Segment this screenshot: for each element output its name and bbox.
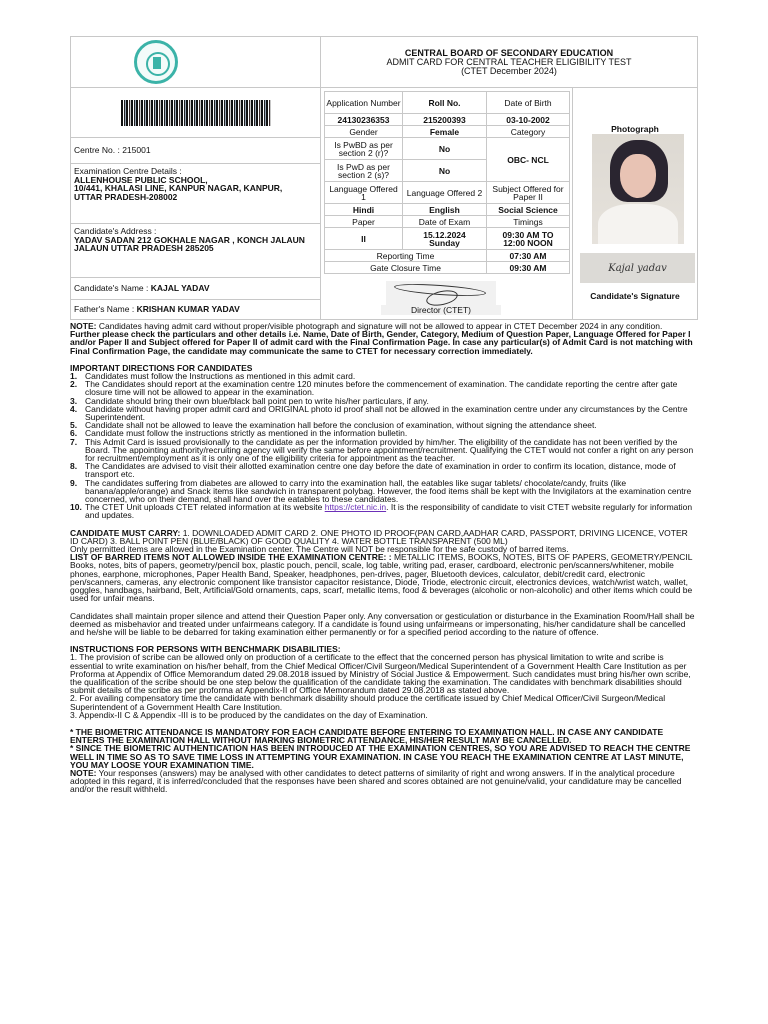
direction-item: 4. Candidate without having proper admit card and ORIGINAL photo id proof shall not be allowed in the examination centre under any circumstances by the Centre Superintendent. [70, 403, 688, 423]
disabilities-title: INSTRUCTIONS FOR PERSONS WITH BENCHMARK DISABILITIES: [70, 644, 341, 655]
pwbd-label: Is PwBD as per section 2 (r)? [325, 138, 403, 160]
timings-label: Timings [487, 216, 570, 228]
lang1-label: Language Offered 1 [325, 182, 403, 204]
lang2-value: English [403, 204, 487, 216]
exam-info-table [324, 91, 570, 274]
board-name: CENTRAL BOARD OF SECONDARY EDUCATION [404, 48, 614, 58]
barcode-icon [121, 100, 271, 126]
disabilities-section [70, 645, 698, 719]
directions-list [70, 372, 698, 520]
direction-item: 1. Candidates must follow the Instructions as mentioned in this admit card. [70, 371, 356, 382]
cbse-logo-icon [134, 40, 178, 84]
father-name [71, 300, 320, 319]
particulars-note: Further please check the particulars and other details i.e. Name, Date of Birth, Gender, Category, Medium of Question Paper, Language Offered for Paper I and/or Paper II and Subject offered for Paper II of admit card with the Final Confirmation Page. In case any particular(s) of Admit Card is not matching with Final Confirmation Page, the candidate may communicate the same to CTET for necessary correction immediately. [70, 329, 693, 356]
name-label: Candidate's Name : [74, 283, 149, 294]
reporting-time-label: Reporting Time [325, 250, 487, 262]
photo-column [573, 88, 697, 319]
director-signature [381, 281, 501, 317]
must-carry-text: 1. DOWNLOADED ADMIT CARD 2. ONE PHOTO ID PROOF(PAN CARD,AADHAR CARD, PASSPORT, DRIVING LICENCE, VOTER ID CARD) 3. BALL POINT PEN (BLUE/BLACK) OF GOOD QUALITY 4. WATER BOTTLE TRANSPARENT (500 ML) [70, 527, 688, 546]
candidate-photo [592, 134, 684, 244]
note2-label: NOTE: [70, 767, 97, 778]
candidate-address [71, 224, 320, 278]
dob-value: 03-10-2002 [487, 114, 570, 126]
note-text: Candidates having admit card without proper/visible photograph and signature will not be allowed to appear in CTET December 2024 in any condition. [98, 321, 663, 331]
pwd-label: Is PwD as per section 2 (s)? [325, 160, 403, 182]
directions-title: IMPORTANT DIRECTIONS FOR CANDIDATES [70, 362, 253, 373]
candidate-details [70, 88, 698, 320]
direction-item: 2. The Candidates should report at the examination centre 120 minutes before the commencement of examination. The candidate reporting the centre after gate closure time will not be allowed to appear in the examination. [70, 379, 678, 398]
ctet-website-link[interactable]: https://ctet.nic.in [324, 502, 387, 513]
disability-item: 3. Appendix-II C & Appendix -III is to be produced by the candidates on the day of Examination. [70, 709, 428, 720]
subject-label: Subject Offered for Paper II [487, 182, 570, 204]
barred-items-label: LIST OF BARRED ITEMS NOT ALLOWED INSIDE THE EXAMINATION CENTRE: : [70, 552, 392, 563]
biometric-mandatory: * THE BIOMETRIC ATTENDANCE IS MANDATORY FOR EACH CANDIDATE BEFORE ENTERING TO EXAMINATION HALL. IN CASE ANY CANDIDATE ENTERS THE EXAMINATION HALL WITHOUT MARKING BIOMETRIC ATTENDANCE, HIS/HER RESULT MAY BE CANCELLED. [70, 726, 664, 746]
instructions [70, 322, 698, 794]
conduct-text: Candidates shall maintain proper silence and attend their Question Paper only. Any conversation or gesticulation or disturbance in the Examination Room/Hall shall be deemed as misbehavior and treated under unfairmeans category. If a candidate is found using unfairmeans or impersonating, his/her candidature shall be cancelled and he/she will be liable to be debarred for taking examination either permanently or for a specified period according to the nature of offence. [70, 610, 695, 637]
address-line1: YADAV SADAN 212 GOKHALE NAGAR , KONCH JALAUN [74, 234, 305, 245]
must-carry-section [70, 529, 698, 603]
reporting-time-value: 07:30 AM [487, 250, 570, 262]
logo-cell [71, 37, 321, 87]
note2-text: Your responses (answers) may be analysed with other candidates to detect patterns of similarity of right and wrong answers. If in the analytical procedure adopted in this regard, it is inferred/concluded that the responses have been shared and scores obtained are not genuine/valid, your candidature may be cancelled and/or the result withheld. [70, 767, 682, 795]
roll-no-label: Roll No. [403, 92, 487, 114]
exam-info-column [321, 88, 573, 319]
lang2-label: Language Offered 2 [403, 182, 487, 204]
timings-value [487, 228, 570, 250]
exam-day: Sunday [429, 237, 460, 248]
application-number-value: 24130236353 [325, 114, 403, 126]
exam-centre-line3: UTTAR PRADESH-208002 [74, 191, 178, 202]
direction-item: 3. Candidate should bring their own blue/black ball point pen to write his/her particulars, if any. [70, 395, 429, 406]
barcode-cell [71, 88, 320, 138]
exam-date-value [403, 228, 487, 250]
card-title: ADMIT CARD FOR CENTRAL TEACHER ELIGIBILITY TEST [386, 57, 632, 67]
pwbd-value: No [403, 138, 487, 160]
candidate-name [71, 278, 320, 300]
card-subtitle: (CTET December 2024) [461, 66, 557, 76]
exam-date-label: Date of Exam [403, 216, 487, 228]
left-details-column [71, 88, 321, 319]
pwd-value: No [403, 160, 487, 182]
paper-label: Paper [325, 216, 403, 228]
roll-no-value: 215200393 [403, 114, 487, 126]
must-carry-label: CANDIDATE MUST CARRY: [70, 527, 181, 538]
biometric-section [70, 728, 698, 794]
category-label: Category [487, 126, 570, 138]
direction-item: 9. The candidates suffering from diabetes are allowed to carry into the examination hall, the eatables like sugar tablets/ chocolate/candy, fruits (like banana/apple/orange) and Snack items like sandwich in transparent polybag. However, the food items shall be kept with the Invigilators at the examination centre concerned, who on their demand, shall hand over the eatables to these candidates. [70, 477, 692, 505]
direction-item: 5. Candidate shall not be allowed to leave the examination hall before the conclusion of examination, without signing the attendance sheet. [70, 420, 597, 431]
candidate-signature-image: Kajal yadav [580, 253, 695, 283]
admit-card-header [70, 36, 698, 88]
centre-number [71, 138, 320, 164]
admit-card [70, 36, 698, 794]
biometric-timing: * SINCE THE BIOMETRIC AUTHENTICATION HAS BEEN INTRODUCED AT THE EXAMINATION CENTRES, SO YOU ARE ADVISED TO REACH THE CENTRE WELL IN TIME SO AS TO SAVE TIME LOSS IN ATTEMPTING YOUR EXAMINATION. IN CASE YOU REACH THE EXAMINATION CENTRE AT LAST MINUTE, YOU MAY LOOSE YOUR EXAMINATION TIME. [70, 743, 691, 770]
exam-centre-line2: 10/441, KHALASI LINE, KANPUR NAGAR, KANPUR, [74, 183, 283, 193]
dob-label: Date of Birth [487, 92, 570, 114]
address-line2: JALAUN UTTAR PRADESH 285205 [74, 243, 214, 253]
paper-value: II [325, 228, 403, 250]
gender-label: Gender [325, 126, 403, 138]
exam-centre-label: Examination Centre Details : [74, 166, 182, 176]
direction-item: 8. The Candidates are advised to visit their allotted examination centre one day before the date of examination in order to confirm its location, distance, mode of transport etc. [70, 461, 676, 480]
exam-date: 15.12.2024 [423, 229, 466, 240]
director-label: Director (CTET) [381, 305, 501, 315]
direction-item: 6. Candidate must follow the instructions strictly as mentioned in the information bulletin. [70, 428, 408, 439]
title-block [321, 37, 697, 87]
timings-start: 09:30 AM TO [502, 229, 554, 240]
barred-items-text: METALLIC ITEMS, BOOKS, NOTES, BITS OF PAPERS, GEOMETRY/PENCIL Books, notes, bits of papers, geometry/pencil box, plastic pouch, pencil, scale, log table, writing pad, eraser, cardboard, electronic pen/scanners/whitener, mobile phones, earphone, microphones, Paper Health Band, Speaker, headphones, pen-drives, pager, Bluetooth devices, calculator, debit/credit card, electronic pen/scanners, cameras, any electronic component like transistor capacitor resistance, Diode, Triode, electronic circuit, electronics devices, watch/wrist watch, wallet, goggles, handbags, hairband, Belt, Artificial/Gold ornaments, caps, scarf, metallic items, food & beverages (alcoholic or non-alcoholic) and other items which could be used for unfair means. [70, 552, 693, 604]
conduct-section [70, 612, 698, 637]
application-number-label: Application Number [325, 92, 403, 114]
timings-end: 12:00 NOON [503, 237, 553, 248]
photograph-label: Photograph [611, 124, 659, 134]
gender-value: Female [403, 126, 487, 138]
father-value: KRISHAN KUMAR YADAV [136, 304, 240, 315]
permitted-items-note: Only permitted items are allowed in the Examination center. The Centre will NOT be responsible for the safe custody of barred items. [70, 544, 569, 555]
note-label: NOTE: [70, 321, 97, 331]
name-value: KAJAL YADAV [150, 283, 210, 294]
address-label: Candidate's Address : [74, 226, 157, 236]
direction-item: 7. This Admit Card is issued provisionally to the candidate as per the information provided by him/her. The eligibility of the candidate has not been verified by the Board. The appointing authority/recruiting agency will verify the same before appointment/recruitment. Qualifying the CTET would not confer a right on any person for recruitment/employment as it is only one of the eligibility criteria for appointment as the teacher. [70, 436, 694, 464]
exam-centre-details [71, 164, 320, 224]
father-label: Father's Name : [74, 304, 135, 315]
gate-closure-label: Gate Closure Time [325, 262, 487, 274]
responses-note [70, 769, 698, 794]
important-directions [70, 364, 698, 520]
disability-item: 2. For availing compensatory time the candidate with benchmark disability should produce the certificate issued by Chief Medical Officer/Civil Surgeon/Medical Superintendent of a Government Health Care Institution. [70, 693, 666, 712]
candidate-signature-label: Candidate's Signature [590, 291, 680, 301]
direction-item: 10. The CTET Unit uploads CTET related information at its website https://ctet.nic.in. It is the responsibility of candidate to visit CTET website regularly for information and updates. [70, 502, 693, 521]
lang1-value: Hindi [325, 204, 403, 216]
gate-closure-value: 09:30 AM [487, 262, 570, 274]
exam-centre-line1: ALLENHOUSE PUBLIC SCHOOL, [74, 174, 208, 185]
centre-no-value: 215001 [122, 145, 151, 155]
disability-item: 1. The provision of scribe can be allowed only on production of a certificate to the effect that the concerned person has physical limitation to write and scribe is essential to write examination on his/her behalf, from the Chief Medical Officer/Civil Surgeon/Medical Superintendent of a Government Health Care Institution as per Proforma at Appendix of Office Memorandum dated 29.08.2018 issued by Ministry of Social Justice & Empowerment. Such candidates must bring his/her own scribe, the qualification of the scribe should be one step below the qualification of the candidate taking the examination. The candidates with benchmark disabilities should submit details of the scribe as per proforma at Appendix-II of Office Memorandum dated 29.08.2018 as stated above. [70, 652, 691, 696]
subject-value: Social Science [487, 204, 570, 216]
centre-no-label: Centre No. : [74, 145, 120, 155]
director-signature-image [386, 281, 496, 305]
category-value: OBC- NCL [487, 138, 570, 182]
